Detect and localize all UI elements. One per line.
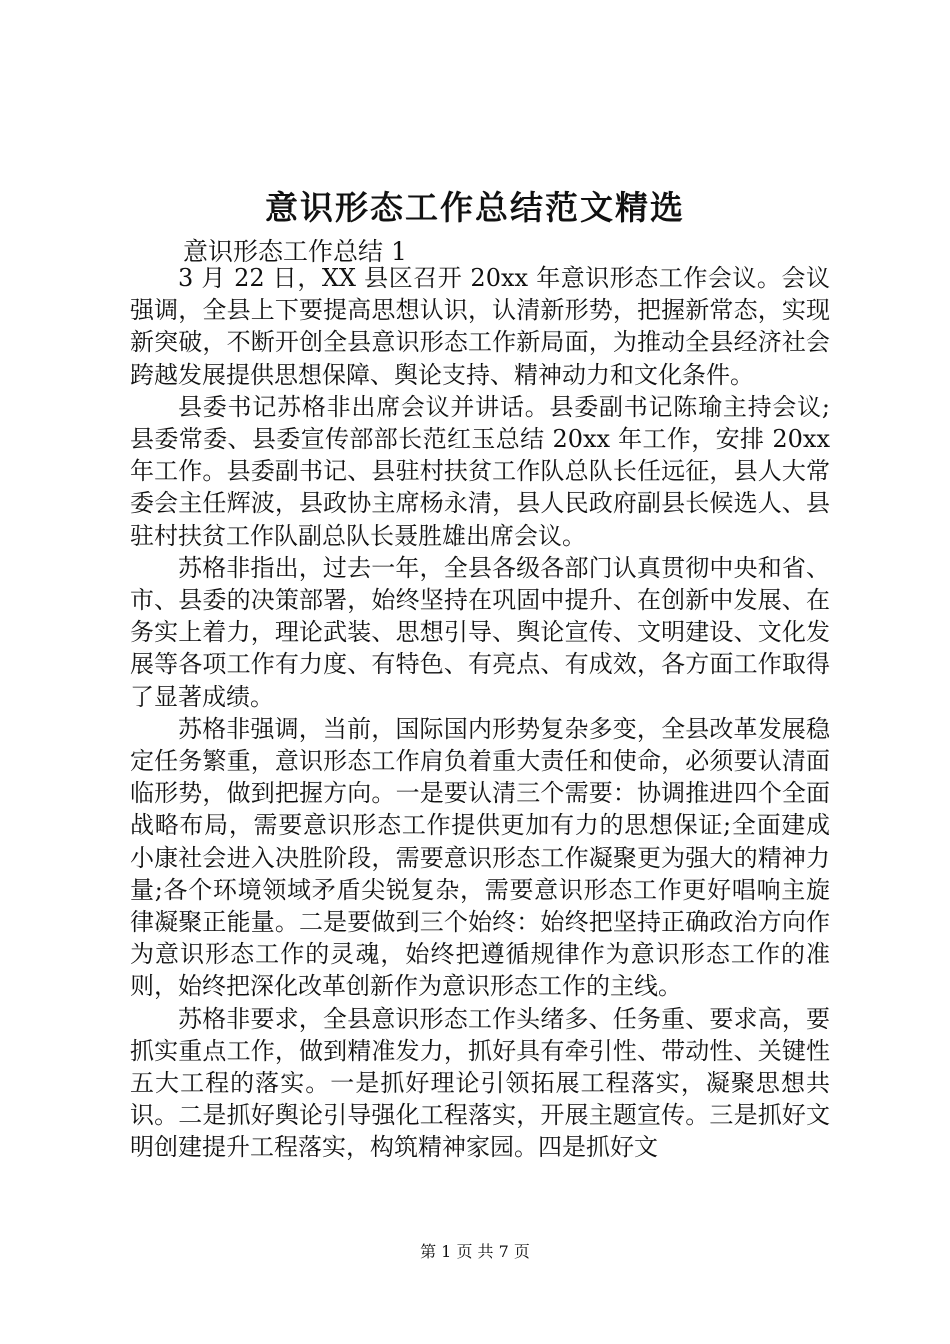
paragraph-3: 苏格非指出，过去一年，全县各级各部门认真贯彻中央和省、市、县委的决策部署，始终坚持在巩固中提升、在创新中发展、在务实上着力，理论武装、思想引导、舆论宣传、文明建设、文化发展等各项工作有力度、有特色、有亮点、有成效，各方面工作取得了显著成绩。 (130, 553, 830, 711)
section-heading: 意识形态工作总结 1 (183, 237, 407, 266)
paragraph-2: 县委书记苏格非出席会议并讲话。县委副书记陈瑜主持会议;县委常委、县委宣传部部长范红玉总结 20xx 年工作，安排 20xx 年工作。县委副书记、县驻村扶贫工作队总队长任远征，县人大常委会主任辉波，县政协主席杨永清，县人民政府副县长候选人、县驻村扶贫工作队副总队长聂胜雄出席会议。 (130, 392, 830, 550)
paragraph-1: 3 月 22 日，XX 县区召开 20xx 年意识形态工作会议。会议强调，全县上下要提高思想认识，认清新形势，把握新常态，实现新突破，不断开创全县意识形态工作新局面，为推动全县经济社会跨越发展提供思想保障、舆论支持、精神动力和文化条件。 (130, 264, 830, 389)
document-body (130, 262, 830, 1164)
paragraph-4: 苏格非强调，当前，国际国内形势复杂多变，全县改革发展稳定任务繁重，意识形态工作肩负着重大责任和使命，必须要认清面临形势，做到把握方向。一是要认清三个需要：协调推进四个全面战略布局，需要意识形态工作提供更加有力的思想保证;全面建成小康社会进入决胜阶段，需要意识形态工作凝聚更为强大的精神力量;各个环境领域矛盾尖锐复杂，需要意识形态工作更好唱响主旋律凝聚正能量。二是要做到三个始终：始终把坚持正确政治方向作为意识形态工作的灵魂，始终把遵循规律作为意识形态工作的准则，始终把深化改革创新作为意识形态工作的主线。 (130, 714, 830, 1001)
document-title: 意识形态工作总结范文精选 (265, 188, 685, 227)
page-number-footer: 第 1 页 共 7 页 (420, 1242, 530, 1261)
paragraph-5: 苏格非要求，全县意识形态工作头绪多、任务重、要求高，要抓实重点工作，做到精准发力，抓好具有牵引性、带动性、关键性五大工程的落实。一是抓好理论引领拓展工程落实，凝聚思想共识。二是抓好舆论引导强化工程落实，开展主题宣传。三是抓好文明创建提升工程落实，构筑精神家园。四是抓好文 (130, 1004, 830, 1162)
